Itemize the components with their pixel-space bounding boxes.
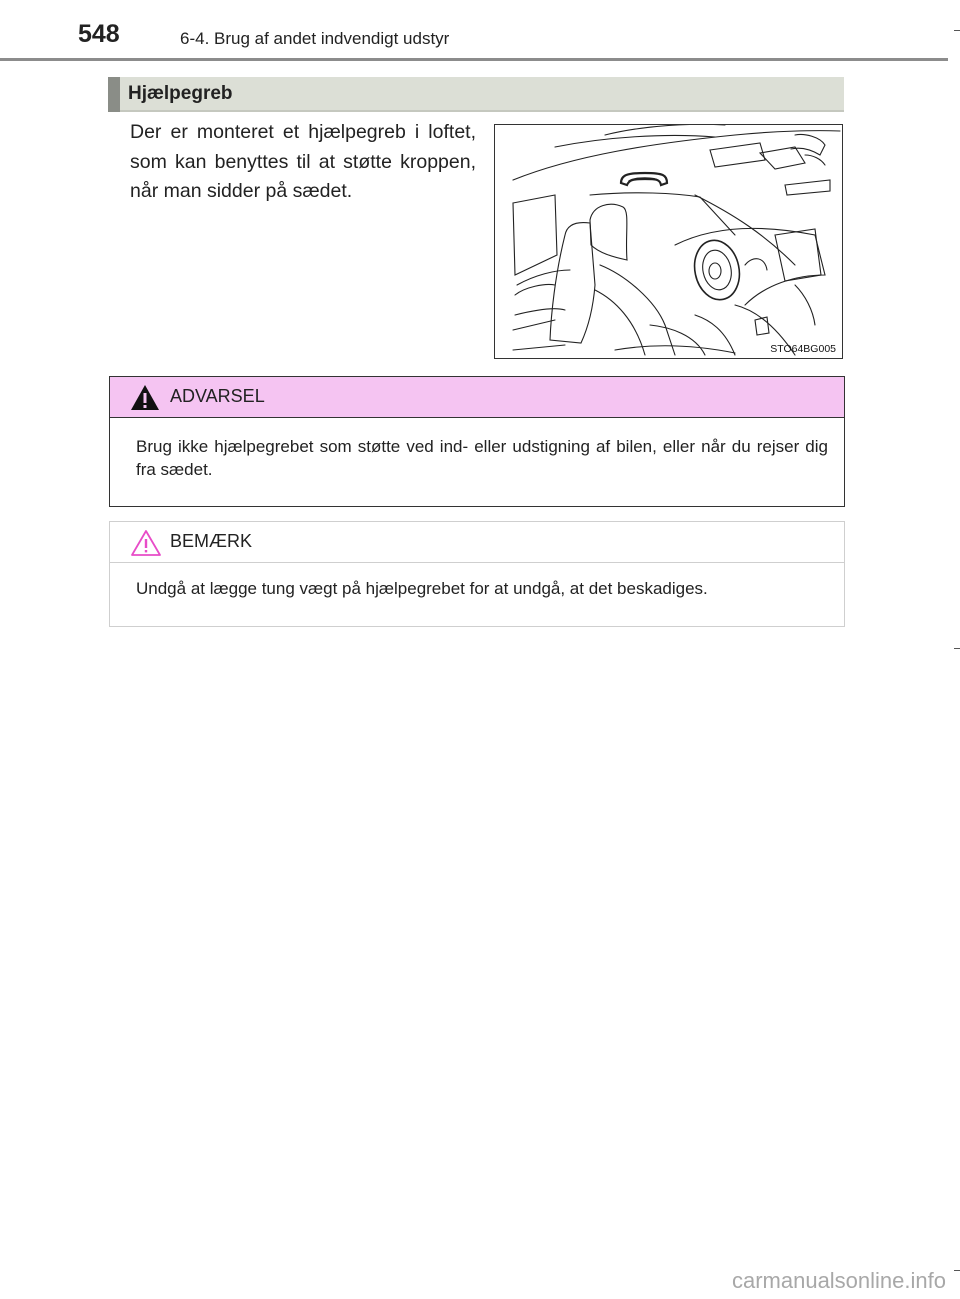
section-heading-bar xyxy=(108,77,120,112)
interior-illustration xyxy=(494,124,843,359)
warning-header xyxy=(110,377,844,418)
car-interior-drawing xyxy=(495,125,843,359)
notice-box xyxy=(109,521,845,627)
section-body-text: Der er monteret et hjælpegreb i loftet, som kan benyttes til at støtte kroppen, når man sidder på sædet. xyxy=(130,121,476,202)
crop-mark xyxy=(954,1270,960,1271)
warning-box xyxy=(109,376,845,507)
section-heading xyxy=(108,77,844,112)
page-number: 548 xyxy=(78,20,120,48)
crop-mark xyxy=(954,30,960,31)
crop-mark xyxy=(954,648,960,649)
warning-title: ADVARSEL xyxy=(170,386,265,406)
notice-text: Undgå at lægge tung vægt på hjælpegrebet for at undgå, at det beskadiges. xyxy=(136,579,708,598)
chapter-title: 6-4. Brug af andet indvendigt udstyr xyxy=(180,29,450,48)
notice-title: BEMÆRK xyxy=(170,531,253,551)
figure-code: STO64BG005 xyxy=(770,343,836,355)
warning-triangle-outline-icon xyxy=(130,529,162,557)
notice-header xyxy=(110,522,844,563)
watermark: carmanualsonline.info xyxy=(731,1268,946,1293)
warning-text: Brug ikke hjælpegrebet som støtte ved ind- eller udstigning af bilen, eller når du rejser dig fra sædet. xyxy=(136,437,828,479)
header-divider xyxy=(0,58,948,61)
section-heading-label: Hjælpegreb xyxy=(128,83,233,104)
warning-triangle-filled-icon xyxy=(130,384,160,411)
